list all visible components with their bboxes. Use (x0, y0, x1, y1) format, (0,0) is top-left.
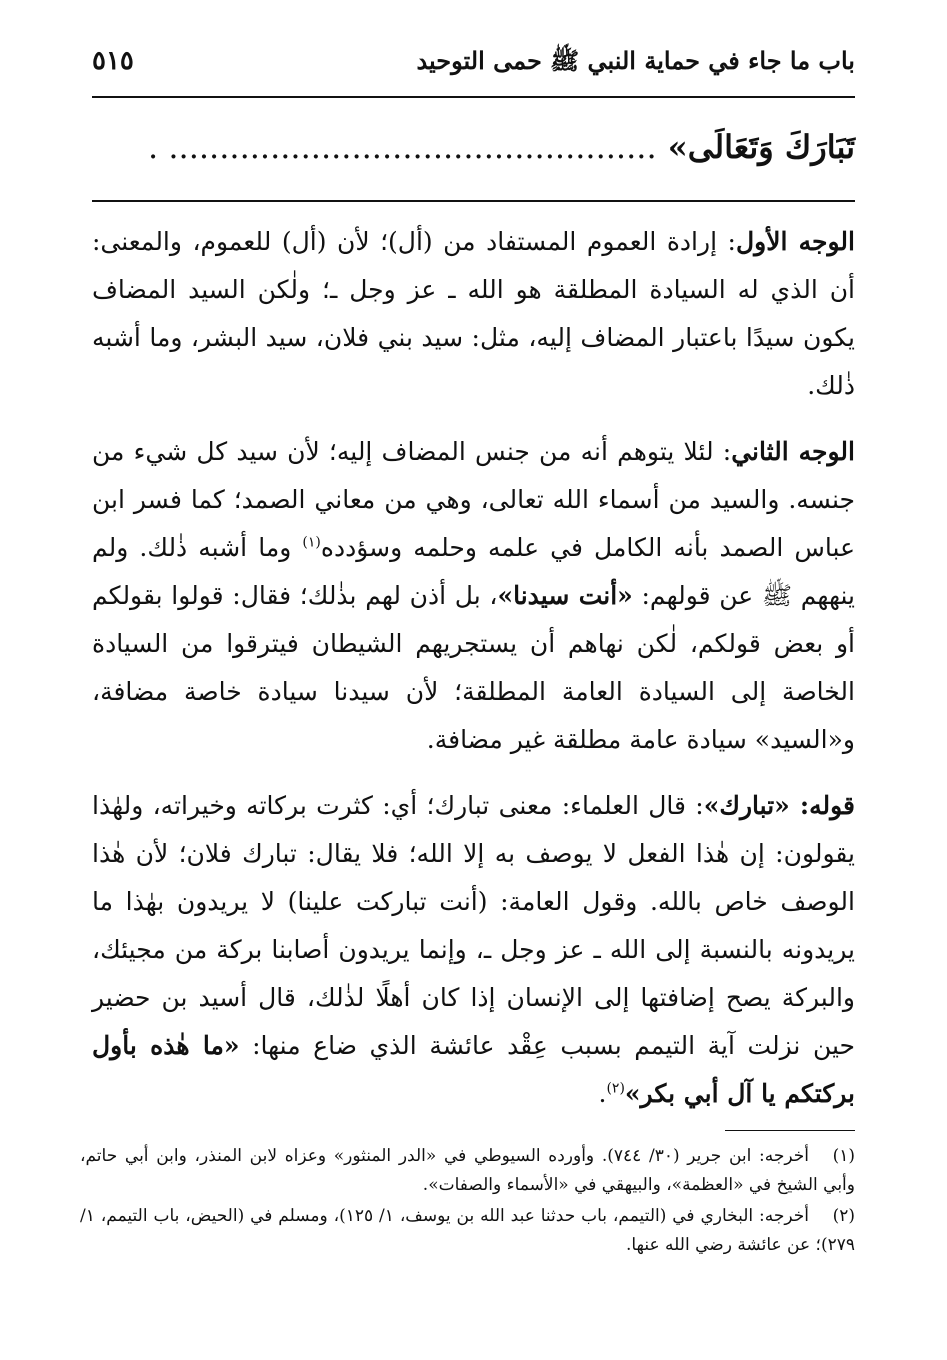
main-text (92, 218, 855, 1136)
paragraph-text: : لئلا يتوهم أنه من جنس المضاف إليه؛ لأن سيد كل شيء من جنسه. والسيد من أسماء الله تعالى، وهي من معاني الصمد؛ كما فسر ابن عباس الصمد بأنه الكامل في علمه وحلمه وسؤدده (92, 437, 855, 562)
footnote-text: أخرجه: البخاري في (التيمم، باب حدثنا عبد الله بن يوسف، ١/ ١٢٥)، ومسلم في (الحيض، باب التيمم، ١/ ٢٧٩)؛ عن عائشة رضي الله عنها. (80, 1206, 855, 1255)
header-rule (92, 96, 855, 98)
footnote-rule (725, 1130, 855, 1131)
paragraph-text: : قال العلماء: معنى تبارك؛ أي: كثرت بركاته وخيراته، ولهٰذا يقولون: إن هٰذا الفعل لا يوصف به إلا الله؛ فلا يقال: تبارك فلان؛ لأن هٰذا الوصف خاص بالله. وقول العامة: (أنت تباركت علينا) لا يريدون بهٰذا ما يريدونه بالنسبة إلى الله ـ عز وجل ـ، وإنما يريدون أصابنا بركة من مجيئك، والبركة يصح إضافتها إلى الإنسان إذا كان أهلًا لذٰلك، قال أسيد بن حضير حين نزلت آية التيمم بسبب عِقْد عائشة الذي ضاع منها: (92, 791, 855, 1060)
footnote-number: (٢) (832, 1206, 855, 1226)
paragraph-first-aspect (92, 218, 855, 410)
carried-verse-line (92, 128, 855, 178)
footnote-marker[interactable]: (٢) (606, 1080, 625, 1097)
quoted-phrase: : «تبارك» (703, 791, 810, 820)
paragraph-text: ، بل أذن لهم بذٰلك؛ فقال: قولوا بقولكم أو بعض قولكم، لٰكن نهاهم أن يستجريهم الشيطان فيترقوا من السيادة الخاصة إلى السيادة العامة المطلقة؛ لأن سيدنا سيادة خاصة مضافة، و«السيد» سيادة عامة مطلقة غير مضافة. (92, 581, 855, 754)
paragraph-tabaraka (92, 782, 855, 1118)
footnote-item (80, 1202, 855, 1260)
footnote-item (80, 1142, 855, 1200)
quoted-phrase: «ما هٰذه بأول بركتكم يا آل أبي بكر» (92, 1031, 855, 1108)
paragraph-lead: الوجه الثاني (731, 437, 855, 466)
paragraph-lead: قوله (809, 791, 855, 820)
carried-verse-text: تَبَارَكَ وَتَعَالَى» (667, 128, 855, 166)
section-rule (92, 200, 855, 202)
paragraph-text: . (598, 1079, 607, 1108)
quoted-phrase: «أنت سيدنا» (497, 581, 633, 610)
footnotes (80, 1142, 855, 1262)
footnote-marker[interactable]: (١) (302, 534, 321, 551)
paragraph-text: وما أشبه ذٰلك. ولم ينههم ﷺ عن قولهم: (92, 533, 855, 610)
paragraph-text: : إرادة العموم المستفاد من (أل)؛ لأن (أل) للعموم، والمعنى: أن الذي له السيادة المطلقة هو الله ـ عز وجل ـ؛ ولٰكن السيد المضاف يكون سيدًا باعتبار المضاف إليه، مثل: سيد بني فلان، سيد البشر، وما أشبه ذٰلك. (92, 227, 855, 400)
dotted-leader: ................................................ . (148, 128, 657, 166)
paragraph-lead: الوجه الأول (735, 227, 855, 256)
page-number: ٥١٥ (92, 46, 134, 76)
footnote-number: (١) (832, 1146, 855, 1166)
running-title: باب ما جاء في حماية النبي ﷺ حمى التوحيد (416, 46, 855, 75)
page-header (92, 38, 855, 88)
paragraph-second-aspect (92, 428, 855, 764)
footnote-text: أخرجه: ابن جرير (٣٠/ ٧٤٤). وأورده السيوطي في «الدر المنثور» وعزاه لابن المنذر، وابن أبي حاتم، وأبي الشيخ في «العظمة»، والبيهقي في «الأسماء والصفات». (80, 1146, 855, 1195)
